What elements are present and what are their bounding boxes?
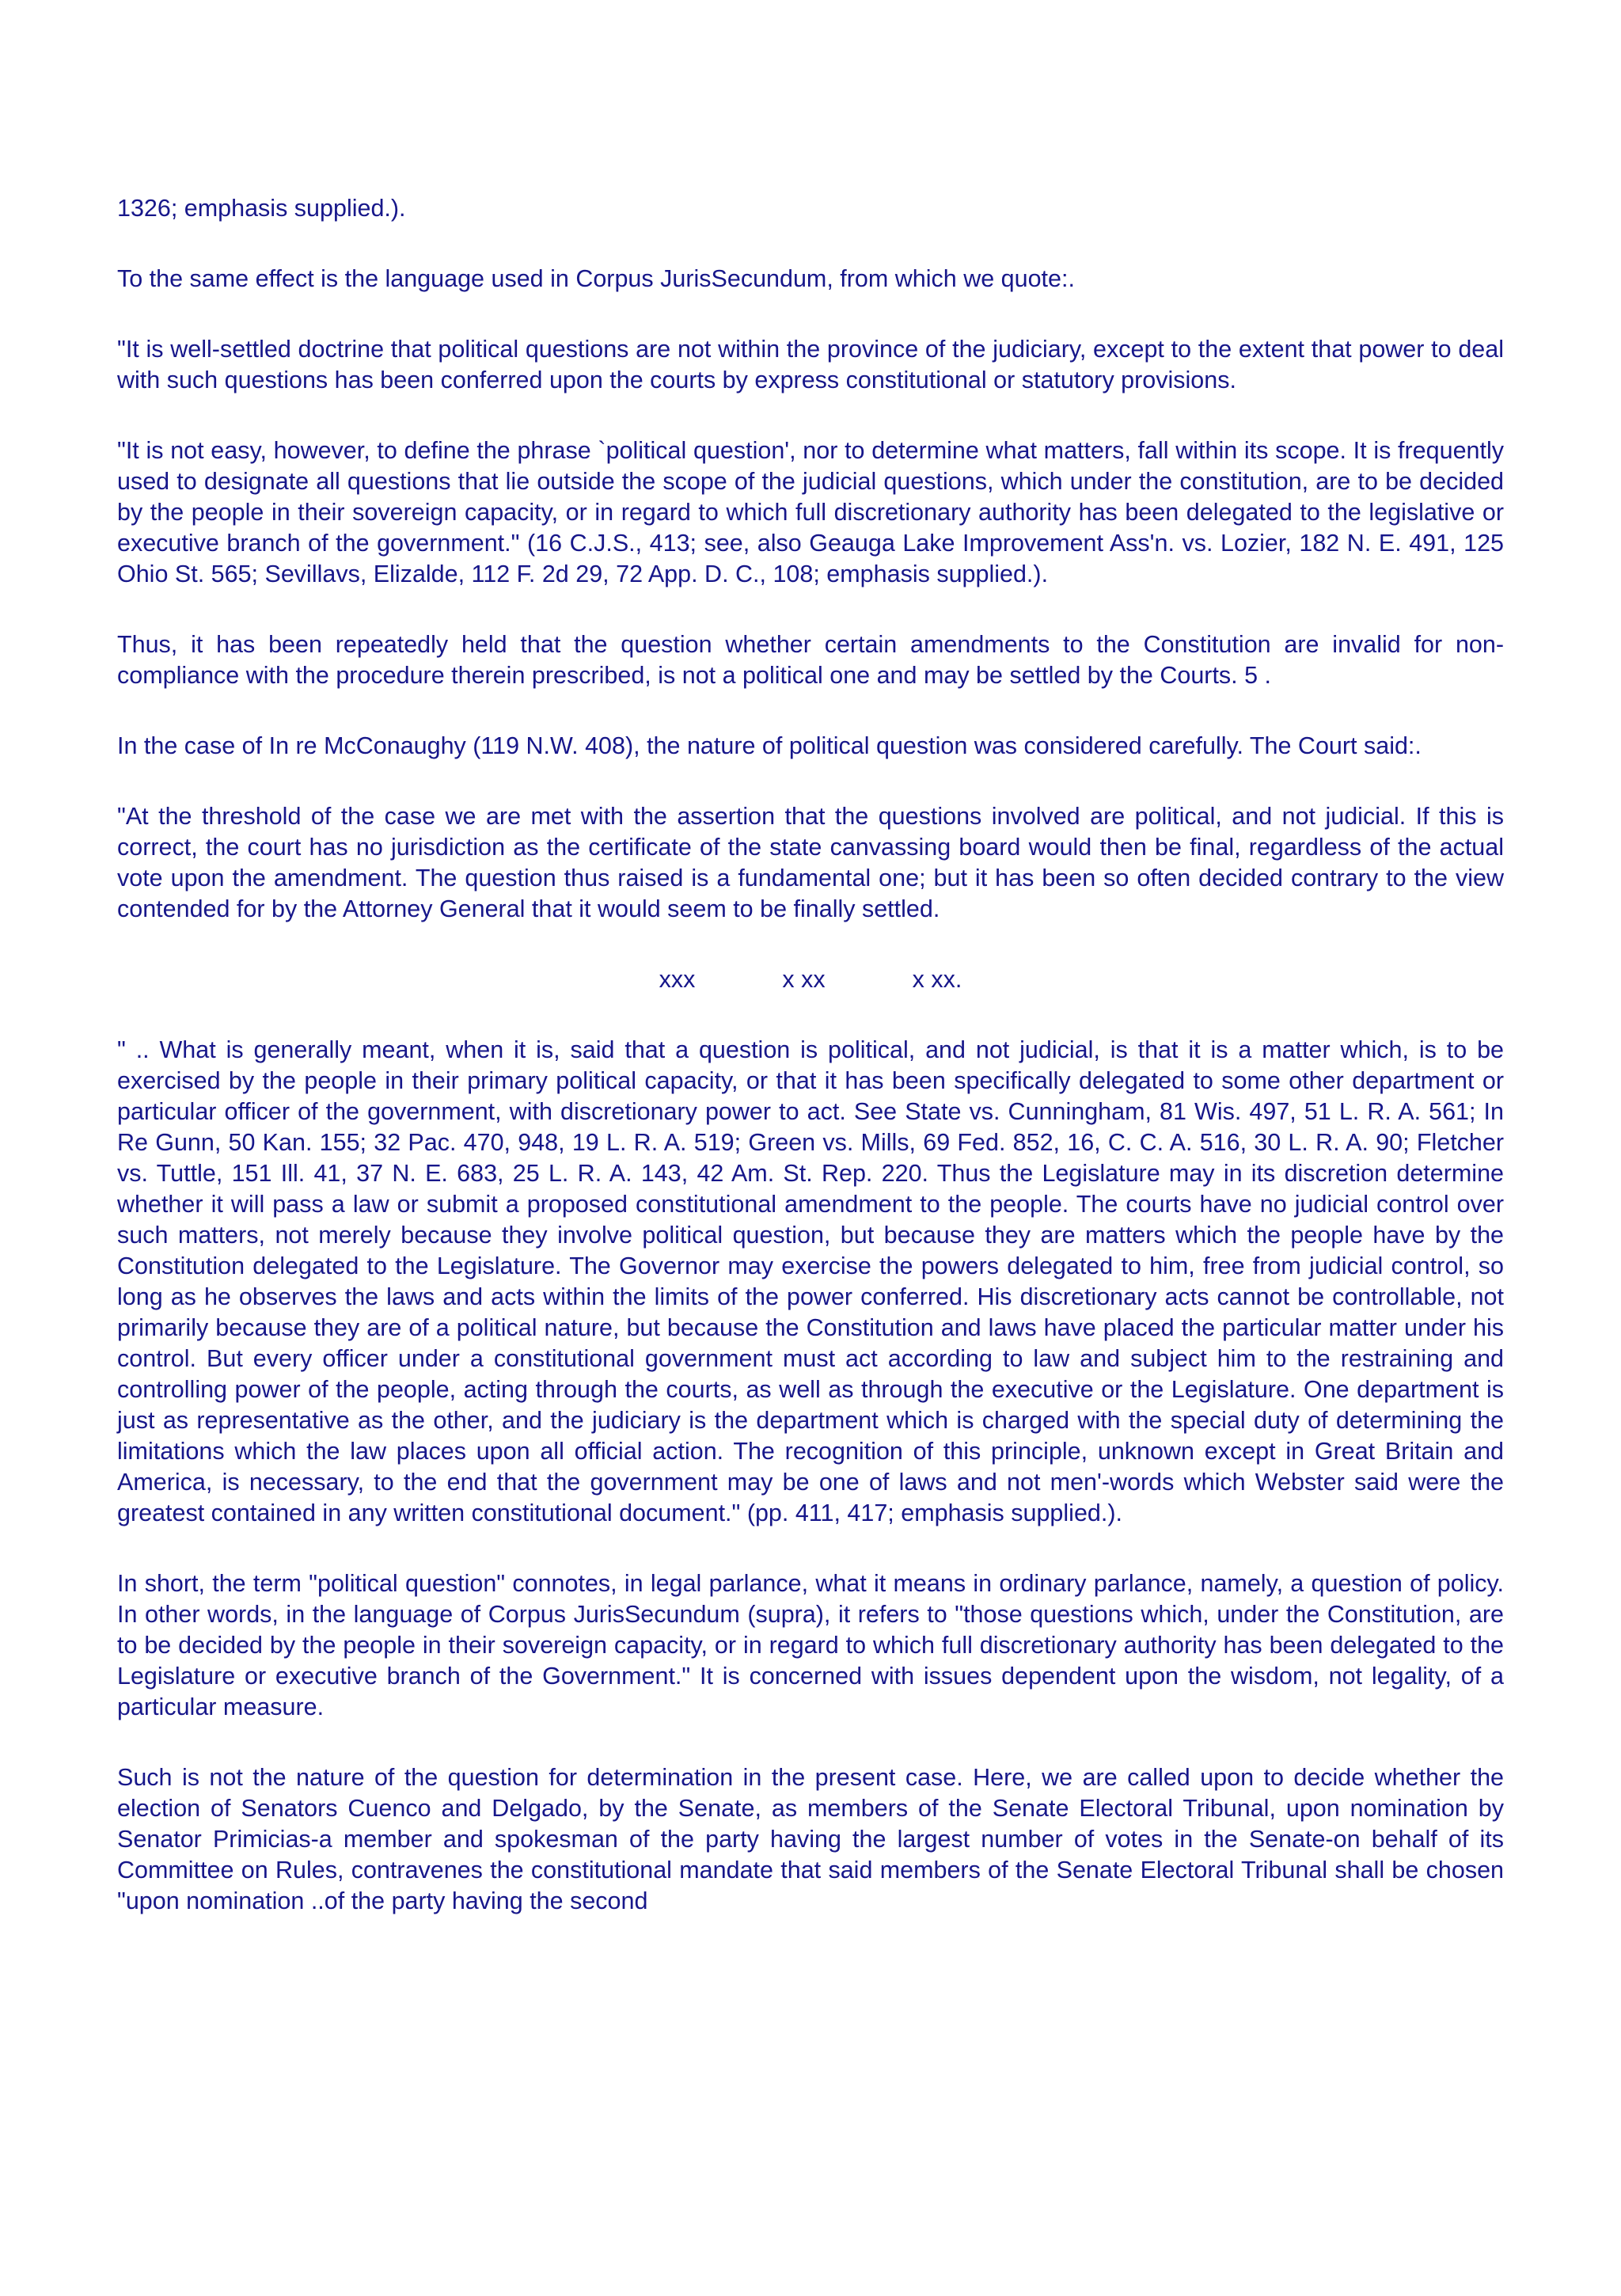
paragraph-quote-meaning: " .. What is generally meant, when it is, said that a question is political, and not judicial, is that it is a matter which, is to be exercised by the people in their primary political capacity, or that it has been specifically delegated to some other department or particular officer of the government, with discretionary power to act. See State vs. Cunningham, 81 Wis. 497, 51 L. R. A. 561; In Re Gunn, 50 Kan. 155; 32 Pac. 470, 948, 19 L. R. A. 519; Green vs. Mills, 69 Fed. 852, 16, C. C. A. 516, 30 L. R. A. 90; Fletcher vs. Tuttle, 151 Ill. 41, 37 N. E. 683, 25 L. R. A. 143, 42 Am. St. Rep. 220. Thus the Legislature may in its discretion determine whether it will pass a law or submit a proposed constitutional amendment to the people. The courts have no judicial control over such matters, not merely because they involve political question, but because they are matters which the people have by the Constitution delegated to the Legislature. The Governor may exercise the powers delegated to him, free from judicial control, so long as he observes the laws and acts within the limits of the power conferred. His discretionary acts cannot be controllable, not primarily because they are of a political nature, but because the Constitution and laws have placed the particular matter under his control. But every officer under a constitutional government must act according to law and subject him to the restraining and controlling power of the people, acting through the courts, as well as through the executive or the Legislature. One department is just as representative as the other, and the judiciary is the department which is charged with the special duty of determining the limitations which the law places upon all official action. The recognition of this principle, unknown except in Great Britain and America, is necessary, to the end that the government may be one of laws and not men'-words which Webster said were the greatest contained in any written constitutional document." (pp. 411, 417; emphasis supplied.). xyxy=(117,1036,1504,1526)
separator-mark: x xx. xyxy=(912,966,962,993)
paragraph-mcconaughy-intro: In the case of In re McConaughy (119 N.W. 408), the nature of political question was considered carefully. The Court said:. xyxy=(117,732,1422,759)
paragraph-quote-definition: "It is not easy, however, to define the phrase `political question', nor to determine what matters, fall within its scope. It is frequently used to designate all questions that lie outside the scope of the judicial questions, which under the constitution, are to be decided by the people in their sovereign capacity, or in regard to which full discretionary authority has been delegated to the legislative or executive branch of the government." (16 C.J.S., 413; see, also Geauga Lake Improvement Ass'n. vs. Lozier, 182 N. E. 491, 125 Ohio St. 565; Sevillavs, Elizalde, 112 F. 2d 29, 72 App. D. C., 108; emphasis supplied.). xyxy=(117,437,1504,587)
paragraph-amendments: Thus, it has been repeatedly held that the question whether certain amendments to the Constitution are invalid for non-compliance with the procedure therein prescribed, is not a political one and may be settled by the Courts. 5 . xyxy=(117,631,1504,689)
paragraph-quote-threshold: "At the threshold of the case we are met with the assertion that the questions involved are political, and not judicial. If this is correct, the court has no jurisdiction as the certificate of the state canvassing board would then be final, regardless of the actual vote upon the amendment. The question thus raised is a fundamental one; but it has been so often decided contrary to the view contended for by the Attorney General that it would seem to be finally settled. xyxy=(117,803,1504,922)
omission-separator xyxy=(117,964,1504,995)
document-page xyxy=(117,193,1504,1956)
paragraph-intro-cjs: To the same effect is the language used in Corpus JurisSecundum, from which we quote:. xyxy=(117,265,1075,292)
separator-mark: xxx xyxy=(659,966,696,993)
separator-mark: x xx xyxy=(782,966,826,993)
paragraph-present-case: Such is not the nature of the question for determination in the present case. Here, we are called upon to decide whether the election of Senators Cuenco and Delgado, by the Senate, as members of the Senate Electoral Tribunal, upon nomination by Senator Primicias-a member and spokesman of the party having the largest number of votes in the Senate-on behalf of its Committee on Rules, contravenes the constitutional mandate that said members of the Senate Electoral Tribunal shall be chosen "upon nomination ..of the party having the second xyxy=(117,1764,1504,1914)
paragraph-in-short: In short, the term "political question" connotes, in legal parlance, what it means in ordinary parlance, namely, a question of policy. In other words, in the language of Corpus JurisSecundum (supra), it refers to "those questions which, under the Constitution, are to be decided by the people in their sovereign capacity, or in regard to which full discretionary authority has been delegated to the Legislature or executive branch of the Government." It is concerned with issues dependent upon the wisdom, not legality, of a particular measure. xyxy=(117,1570,1504,1720)
paragraph-quote-doctrine: "It is well-settled doctrine that political questions are not within the province of the judiciary, except to the extent that power to deal with such questions has been conferred upon the courts by express constitutional or statutory provisions. xyxy=(117,336,1504,393)
paragraph-citation-end: 1326; emphasis supplied.). xyxy=(117,195,406,222)
